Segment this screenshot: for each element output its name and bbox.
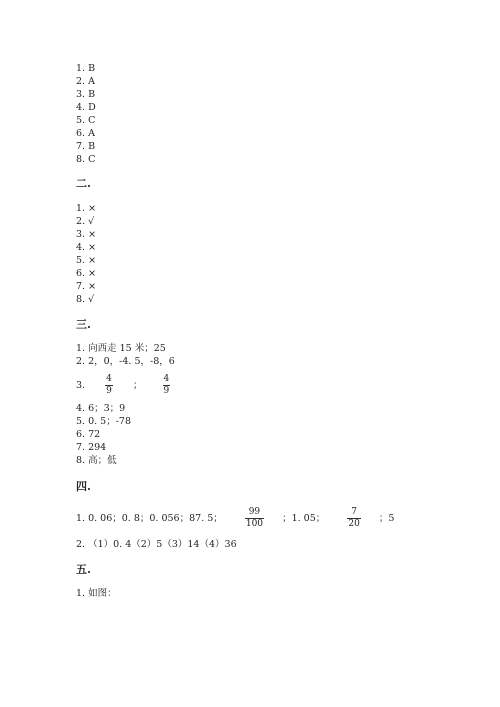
section4-answer-2: 2. （1）0. 4（2）5（3）14（4）36 [76, 539, 237, 550]
fraction-denominator: 9 [106, 386, 112, 396]
section1-answer-7: 7. B [76, 141, 96, 152]
section2-answer-5: 5. × [76, 255, 97, 266]
section1-answer-2: 2. A [76, 76, 95, 87]
section2-answer-8: 8. √ [76, 294, 95, 305]
section1-answer-4: 4. D [76, 102, 96, 113]
section2-heading: 二. [76, 177, 91, 190]
fraction-denominator: 20 [348, 519, 360, 529]
section4-answer-1-middle: ；1. 05； [282, 513, 326, 524]
fraction-numerator: 99 [248, 507, 261, 517]
section3-answer-7: 7. 294 [76, 442, 107, 453]
section1-answer-5: 5. C [76, 115, 96, 126]
section5-heading: 五. [76, 563, 91, 576]
section3-heading: 三. [76, 318, 91, 331]
section3-answer-6: 6. 72 [76, 429, 101, 440]
section3-answer-2: 2. 2，0，-4. 5，-8，6 [76, 356, 175, 367]
section3-answer-5: 5. 0. 5；-78 [76, 416, 132, 427]
fraction-99-100 [245, 507, 264, 530]
section2-answer-3: 3. × [76, 229, 97, 240]
fraction-4-9-first [105, 374, 113, 397]
fraction-7-20 [347, 507, 360, 530]
section4-answer-1 [76, 507, 394, 530]
section3-answer-4: 4. 6；3；9 [76, 403, 126, 414]
section4-heading: 四. [76, 480, 91, 493]
fraction-denominator: 9 [163, 386, 170, 396]
fraction-numerator: 4 [163, 374, 170, 384]
fraction-numerator: 4 [106, 374, 112, 384]
section3-answer-8: 8. 高；低 [76, 455, 117, 466]
section2-answer-6: 6. × [76, 268, 97, 279]
section1-answer-8: 8. C [76, 154, 96, 165]
fraction-numerator: 7 [351, 507, 357, 517]
section5-answer-1: 1. 如图： [76, 588, 117, 599]
fraction-4-9-second [163, 374, 171, 397]
section2-answer-2: 2. √ [76, 216, 95, 227]
section2-answer-1: 1. × [76, 203, 97, 214]
section3-answer-3 [76, 374, 170, 397]
section1-answer-1: 1. B [76, 63, 96, 74]
fraction-denominator: 100 [245, 519, 264, 529]
section1-answer-3: 3. B [76, 89, 96, 100]
section3-answer-3-number: 3. [76, 380, 86, 391]
section1-answer-6: 6. A [76, 128, 95, 139]
section4-answer-1-start: 1. 0. 06；0. 8；0. 056；87. 5； [76, 513, 223, 524]
separator: ； [132, 380, 143, 391]
section2-answer-4: 4. × [76, 242, 97, 253]
section4-answer-1-end: ；5 [378, 513, 395, 524]
section3-answer-1: 1. 向西走 15 米；25 [76, 343, 166, 354]
section2-answer-7: 7. × [76, 281, 97, 292]
